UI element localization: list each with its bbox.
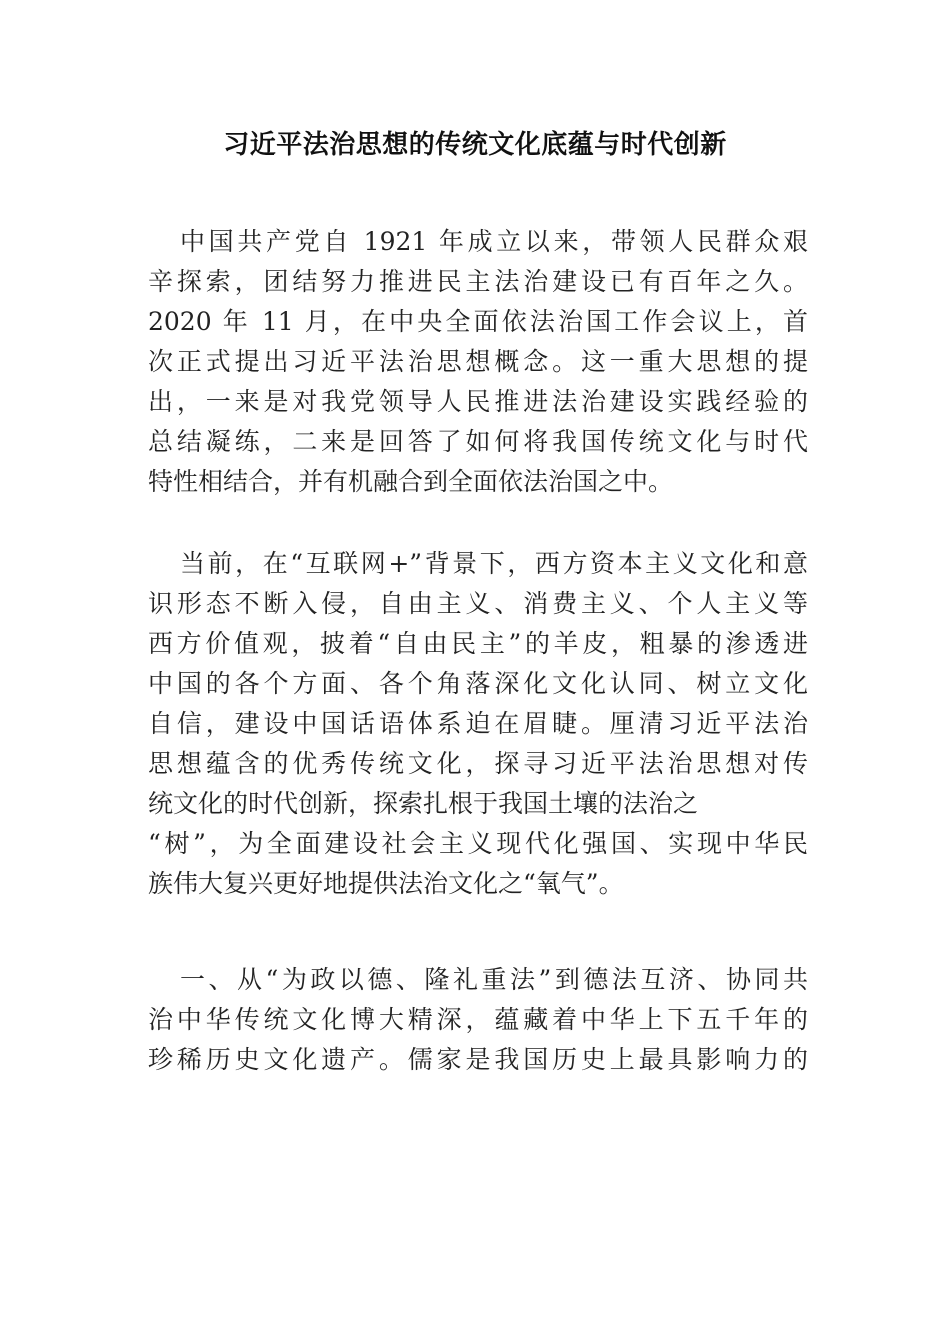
text-line: 特性相结合，并有机融合到全面依法治国之中。 [148,467,674,496]
text-line: 中国的各个方面、各个角落深化文化认同、树立文化 [148,669,808,698]
text-line: 辛探索，团结努力推进民主法治建设已有百年之久。 [148,267,808,296]
paragraph-intro [148,222,808,502]
text-line: “树”，为全面建设社会主义现代化强国、实现中华民 [148,829,808,858]
text-line: 珍稀历史文化遗产。儒家是我国历史上最具影响力的 [148,1045,808,1074]
text-line: 当前，在“互联网+”背景下，西方资本主义文化和意 [180,549,808,578]
text-line: 出，一来是对我党领导人民推进法治建设实践经验的 [148,387,808,416]
text-line: 次正式提出习近平法治思想概念。这一重大思想的提 [148,347,808,376]
paragraph-section-one [148,960,808,1080]
paragraph-background [148,544,808,904]
text-line: 一、从“为政以德、隆礼重法”到德法互济、协同共 [180,965,808,994]
text-line: 总结凝练，二来是回答了如何将我国传统文化与时代 [148,427,808,456]
text-line: 自信，建设中国话语体系迫在眉睫。厘清习近平法治 [148,709,808,738]
text-line: 思想蕴含的优秀传统文化，探寻习近平法治思想对传 [148,749,808,778]
text-line: 识形态不断入侵，自由主义、消费主义、个人主义等 [148,589,808,618]
document-title: 习近平法治思想的传统文化底蕴与时代创新 [223,130,727,160]
text-line: 统文化的时代创新，探索扎根于我国土壤的法治之 [148,789,699,818]
text-line: 西方价值观，披着“自由民主”的羊皮，粗暴的渗透进 [148,629,808,658]
text-line: 族伟大复兴更好地提供法治文化之“氧气”。 [148,869,624,898]
text-line: 治中华传统文化博大精深，蕴藏着中华上下五千年的 [148,1005,808,1034]
text-line: 2020 年 11 月，在中央全面依法治国工作会议上，首 [148,307,808,336]
text-line: 中国共产党自 1921 年成立以来，带领人民群众艰 [180,227,808,256]
